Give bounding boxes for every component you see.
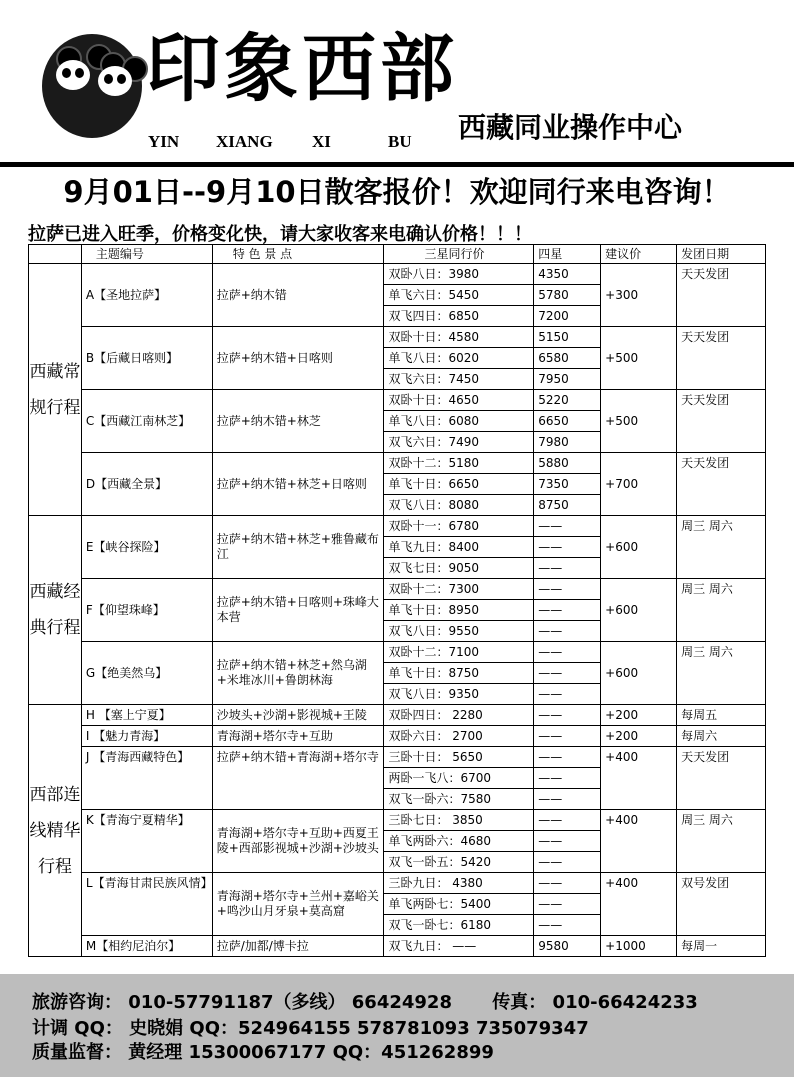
depart-date: 周三 周六 [677,579,766,642]
three-star-price: 双卧十日：4580 [384,327,534,348]
three-star-price: 双卧十一：6780 [384,516,534,537]
route-sites: 拉萨+纳木错+青海湖+塔尔寺 [212,747,384,810]
route-sites: 青海湖+塔尔寺+互助 [212,726,384,747]
three-star-price: 双卧十二：7100 [384,642,534,663]
four-star-price: —— [534,579,601,600]
four-star-price: —— [534,600,601,621]
table-row [29,390,766,411]
route-sites: 青海湖+塔尔寺+兰州+嘉峪关+鸣沙山月牙泉+莫高窟 [212,873,384,936]
route-code: F【仰望珠峰】 [81,579,212,642]
route-code: C【西藏江南林芝】 [81,390,212,453]
four-star-price: —— [534,747,601,768]
route-code: E【峡谷探险】 [81,516,212,579]
four-star-price: —— [534,810,601,831]
suggest-price: +1000 [601,936,677,957]
brand-pinyin: XIANG [216,132,273,151]
four-star-price: 7950 [534,369,601,390]
quality-contact: 黄经理 15300067177 QQ：451262899 [128,1042,494,1063]
header-depart: 发团日期 [677,245,766,264]
four-star-price: 7980 [534,432,601,453]
table-row [29,810,766,831]
four-star-price: 8750 [534,495,601,516]
suggest-price: +600 [601,516,677,579]
four-star-price: —— [534,726,601,747]
route-code: D【西藏全景】 [81,453,212,516]
three-star-price: 双卧四日： 2280 [384,705,534,726]
suggest-price: +400 [601,747,677,810]
header-theme: 主题编号 [81,245,212,264]
route-code: G【绝美然乌】 [81,642,212,705]
consult-line [32,988,698,1014]
three-star-price: 双飞八日：9550 [384,621,534,642]
three-star-price: 单飞两卧六：4680 [384,831,534,852]
route-code: B【后藏日喀则】 [81,327,212,390]
table-row [29,726,766,747]
suggest-price: +400 [601,810,677,873]
route-sites: 拉萨+纳木错+林芝 [212,390,384,453]
three-star-price: 双飞八日：8080 [384,495,534,516]
four-star-price: 7200 [534,306,601,327]
four-star-price: 9580 [534,936,601,957]
qq-line [32,1014,589,1040]
panda-face-icon [98,66,132,96]
three-star-price: 单飞两卧七：5400 [384,894,534,915]
four-star-price: 5780 [534,285,601,306]
headline: 9月01日--9月10日散客报价！欢迎同行来电咨询！ [63,175,731,209]
page-header [0,0,794,170]
suggest-price: +700 [601,453,677,516]
header-blank [29,245,82,264]
three-star-price: 双飞七日：9050 [384,558,534,579]
three-star-price: 双飞九日： —— [384,936,534,957]
depart-date: 天天发团 [677,264,766,327]
three-star-price: 单飞十日：8950 [384,600,534,621]
three-star-price: 双卧六日： 2700 [384,726,534,747]
brand-pinyin: XI [312,132,331,151]
table-row [29,327,766,348]
three-star-price: 双卧十日：4650 [384,390,534,411]
divider [0,162,794,167]
qq-contact: 史晓娟 QQ：524964155 578781093 735079347 [129,1018,589,1039]
suggest-price: +600 [601,579,677,642]
panda-face-icon [56,60,90,90]
header-sites: 特 色 景 点 [212,245,384,264]
consult-phones: 010-57791187（多线） 66424928 [128,992,452,1013]
brand-pinyin: YIN [148,132,180,151]
consult-label: 旅游咨询： [32,992,122,1013]
four-star-price: —— [534,873,601,894]
suggest-price: +600 [601,642,677,705]
depart-date: 天天发团 [677,747,766,810]
three-star-price: 单飞八日：6020 [384,348,534,369]
four-star-price: —— [534,684,601,705]
four-star-price: —— [534,516,601,537]
route-code: K【青海宁夏精华】 [81,810,212,873]
route-sites: 拉萨+纳木错+林芝+日喀则 [212,453,384,516]
four-star-price: —— [534,768,601,789]
four-star-price: —— [534,705,601,726]
route-code: J 【青海西藏特色】 [81,747,212,810]
four-star-price: —— [534,642,601,663]
four-star-price: 7350 [534,474,601,495]
three-star-price: 两卧一飞八：6700 [384,768,534,789]
depart-date: 周三 周六 [677,810,766,873]
brand-pinyin: BU [388,132,412,151]
depart-date: 周三 周六 [677,642,766,705]
table-row [29,453,766,474]
suggest-price: +300 [601,264,677,327]
category-tibet-classic: 西藏经典行程 [29,516,82,705]
route-code: M【相约尼泊尔】 [81,936,212,957]
table-row [29,705,766,726]
quality-line [32,1038,494,1064]
three-star-price: 三卧七日： 3850 [384,810,534,831]
header-three-star: 三星同行价 [384,245,534,264]
three-star-price: 双卧十二：7300 [384,579,534,600]
route-sites: 青海湖+塔尔寺+互助+西夏王陵+西部影视城+沙湖+沙坡头 [212,810,384,873]
suggest-price: +400 [601,873,677,936]
depart-date: 每周一 [677,936,766,957]
three-star-price: 双飞八日：9350 [384,684,534,705]
depart-date: 天天发团 [677,327,766,390]
four-star-price: —— [534,852,601,873]
depart-date: 每周五 [677,705,766,726]
route-code: I 【魅力青海】 [81,726,212,747]
panda-logo [42,34,142,138]
four-star-price: —— [534,831,601,852]
route-sites: 拉萨+纳木错 [212,264,384,327]
table-row [29,642,766,663]
suggest-price: +500 [601,327,677,390]
depart-date: 周三 周六 [677,516,766,579]
three-star-price: 双飞六日：7450 [384,369,534,390]
route-sites: 拉萨+纳木错+林芝+雅鲁藏布江 [212,516,384,579]
suggest-price: +500 [601,390,677,453]
route-sites: 沙坡头+沙湖+影视城+王陵 [212,705,384,726]
table-row [29,936,766,957]
three-star-price: 单飞九日：8400 [384,537,534,558]
three-star-price: 双飞一卧七：6180 [384,915,534,936]
fax-number: 010-66424233 [552,992,698,1013]
route-sites: 拉萨/加都/博卡拉 [212,936,384,957]
three-star-price: 双飞一卧六：7580 [384,789,534,810]
table-header-row [29,245,766,264]
center-name: 西藏同业操作中心 [458,111,683,144]
qq-label: 计调 QQ： [32,1018,123,1039]
suggest-price: +200 [601,705,677,726]
four-star-price: 6650 [534,411,601,432]
four-star-price: 5880 [534,453,601,474]
table-row [29,873,766,894]
route-sites: 拉萨+纳木错+林芝+然乌湖+米堆冰川+鲁朗林海 [212,642,384,705]
three-star-price: 双飞六日：7490 [384,432,534,453]
route-code: L【青海甘肃民族风情】 [81,873,212,936]
three-star-price: 双卧八日：3980 [384,264,534,285]
four-star-price: —— [534,894,601,915]
four-star-price: —— [534,558,601,579]
suggest-price: +200 [601,726,677,747]
depart-date: 天天发团 [677,453,766,516]
four-star-price: 5150 [534,327,601,348]
three-star-price: 三卧九日： 4380 [384,873,534,894]
category-west-link: 西部连线精华行程 [29,705,82,957]
four-star-price: —— [534,789,601,810]
three-star-price: 双飞四日：6850 [384,306,534,327]
quality-label: 质量监督： [32,1042,122,1063]
header-four-star: 四星 [534,245,601,264]
four-star-price: 5220 [534,390,601,411]
fax-label: 传真： [492,992,547,1013]
depart-date: 天天发团 [677,390,766,453]
route-code: A【圣地拉萨】 [81,264,212,327]
three-star-price: 单飞十日：8750 [384,663,534,684]
four-star-price: 4350 [534,264,601,285]
category-tibet-regular: 西藏常规行程 [29,264,82,516]
depart-date: 双号发团 [677,873,766,936]
table-row [29,747,766,768]
route-sites: 拉萨+纳木错+日喀则 [212,327,384,390]
four-star-price: 6580 [534,348,601,369]
route-code: H 【塞上宁夏】 [81,705,212,726]
table-row [29,264,766,285]
header-suggest: 建议价 [601,245,677,264]
four-star-price: —— [534,663,601,684]
price-table [28,244,766,957]
three-star-price: 单飞八日：6080 [384,411,534,432]
four-star-price: —— [534,621,601,642]
three-star-price: 单飞六日：5450 [384,285,534,306]
three-star-price: 单飞十日：6650 [384,474,534,495]
three-star-price: 双卧十二：5180 [384,453,534,474]
route-sites: 拉萨+纳木错+日喀则+珠峰大本营 [212,579,384,642]
depart-date: 每周六 [677,726,766,747]
three-star-price: 三卧十日： 5650 [384,747,534,768]
four-star-price: —— [534,915,601,936]
contact-footer [0,974,794,1077]
table-row [29,579,766,600]
table-row [29,516,766,537]
four-star-price: —— [534,537,601,558]
season-notice: 拉萨已进入旺季，价格变化快，请大家收客来电确认价格！！！ [28,224,532,245]
three-star-price: 双飞一卧五：5420 [384,852,534,873]
brand-name: 印象西部 [146,26,458,112]
